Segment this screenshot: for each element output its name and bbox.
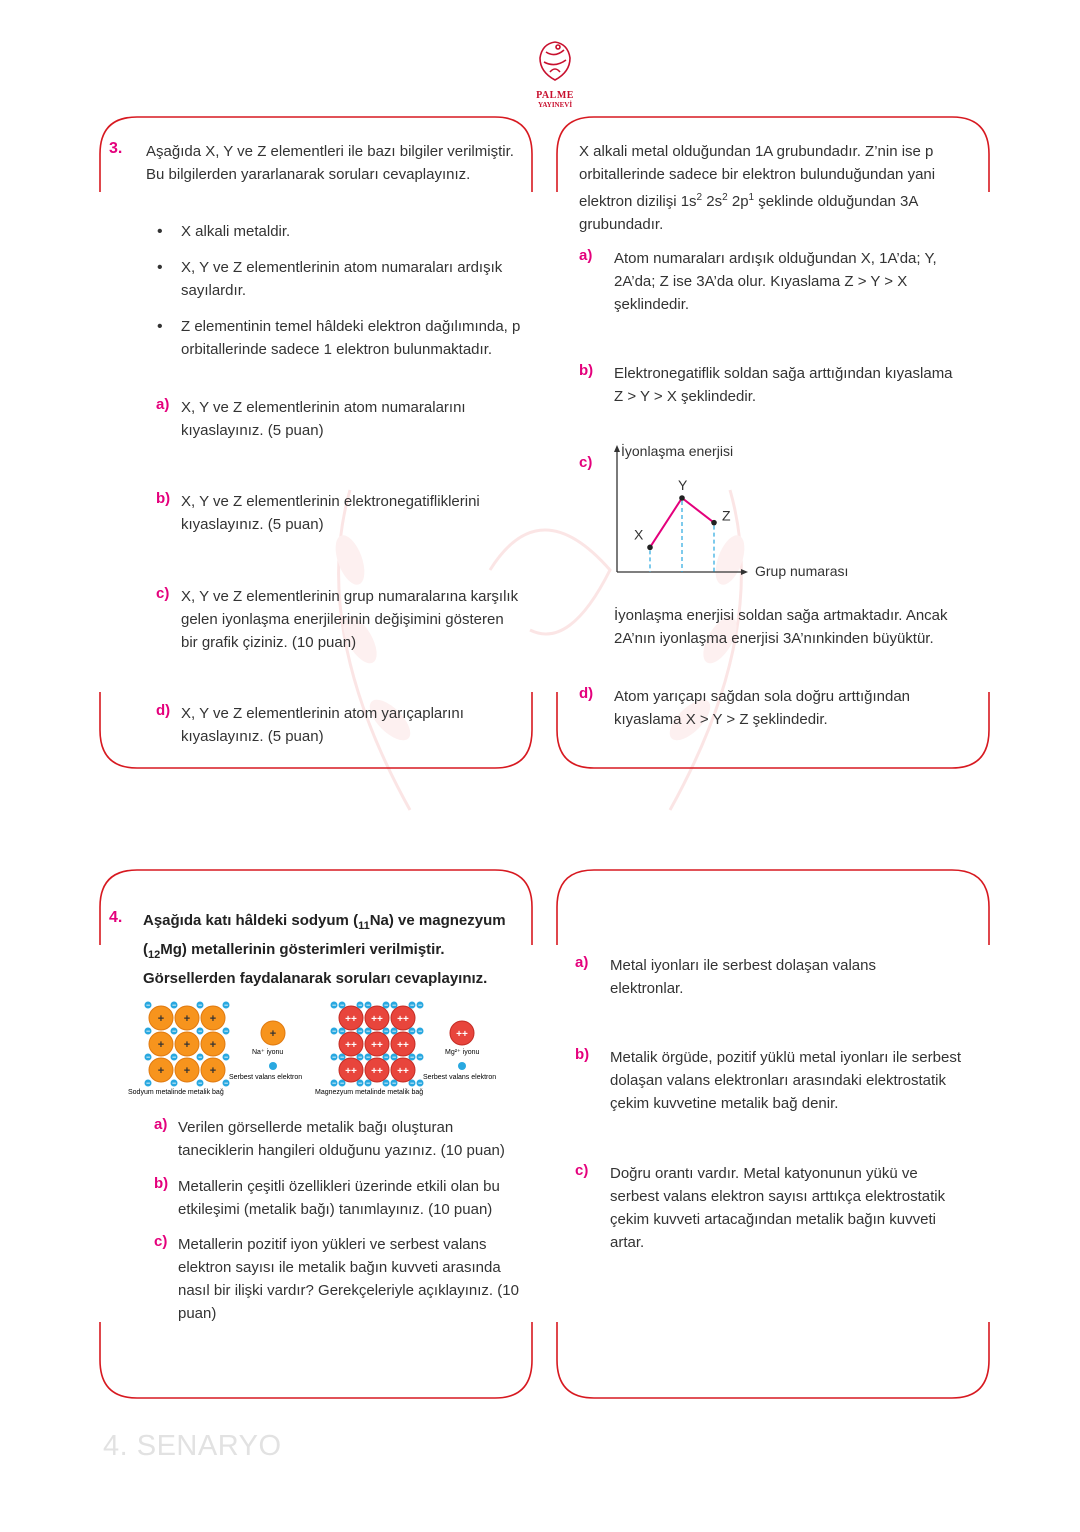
mg-electron-sign: − bbox=[417, 1002, 423, 1010]
a3b-text: Elektronegatiflik soldan sağa arttığından kıyaslama Z > Y > X şeklindedir. bbox=[614, 365, 953, 405]
na-electron-sign: − bbox=[223, 1054, 229, 1062]
na-ion-charge: + bbox=[209, 1013, 217, 1025]
point-x bbox=[647, 545, 653, 551]
question-4-intro: Aşağıda katı hâldeki sodyum $(_{11}Na)$ ve magnezyum $(_{12}Mg)$ metallerinin gösterimleri verilmiştir. Görsellerden faydalanarak soruları cevaplayınız. bbox=[143, 912, 506, 987]
question-3-intro: Aşağıda X, Y ve Z elementleri ile bazı bilgiler verilmiştir. Bu bilgilerden yararlanarak soruları cevaplayınız. bbox=[146, 143, 514, 183]
mg-electron-sign: − bbox=[357, 1028, 363, 1036]
mg-electron-sign: − bbox=[365, 1002, 371, 1010]
a4c-text: Doğru orantı vardır. Metal katyonunun yükü ve serbest valans elektron sayısı arttıkça elektrostatik çekim kuvveti artacağından metalik bağın kuvveti artar. bbox=[610, 1165, 946, 1251]
na-electron-sign: − bbox=[171, 1080, 177, 1088]
mg-ion-charge: ++ bbox=[371, 1014, 383, 1025]
a4c-label: c) bbox=[575, 1162, 589, 1179]
mg-electron-sign: − bbox=[365, 1080, 371, 1088]
magnesium-lattice bbox=[331, 1002, 424, 1088]
a3d-text: Atom yarıçapı sağdan sola doğru arttığından kıyaslama X > Y > Z şeklindedir. bbox=[614, 688, 911, 728]
na-electron-sign: − bbox=[197, 1028, 203, 1036]
q4b-label: b) bbox=[154, 1175, 169, 1192]
metallic-bond-figure bbox=[125, 1000, 510, 1098]
a3a-label: a) bbox=[579, 247, 593, 264]
a3b-label: b) bbox=[579, 362, 594, 379]
q3-bullet-3: • Z elementinin temel hâldeki elektron dağılımında, p orbitallerinde sadece 1 elektron bulunmaktadır. bbox=[181, 315, 526, 361]
q4b-text: Metallerin çeşitli özellikleri üzerinde etkili olan bu etkileşimi (metalik bağı) tanımlayınız. (10 puan) bbox=[178, 1178, 500, 1218]
q4c-text: Metallerin pozitif iyon yükleri ve serbest valans elektron sayısı ile metalik bağın kuvveti arasında nasıl bir ilişki vardır? Gerekçeleriyle açıklayınız. (10 puan) bbox=[178, 1236, 519, 1322]
na-electron-sign: − bbox=[223, 1002, 229, 1010]
mg-electron-sign: − bbox=[409, 1080, 415, 1088]
a4a-text: Metal iyonları ile serbest dolaşan valans elektronlar. bbox=[610, 957, 876, 997]
na-ion-legend-label: Na⁺ iyonu bbox=[252, 1049, 284, 1056]
mg-electron-sign: − bbox=[331, 1028, 337, 1036]
answer-3-intro: X alkali metal olduğundan 1A grubundadır. Z’nin ise p orbitallerinde sadece bir elektron bulunduğundan yani elektron dizilişi $1s^2$ $2s^2$ $2p^1$ şeklinde olduğundan 3A grubundadır. bbox=[579, 143, 936, 233]
a3c-label: c) bbox=[579, 454, 593, 471]
mg-electron-sign: − bbox=[383, 1002, 389, 1010]
na-ion-charge: + bbox=[183, 1065, 191, 1077]
y-axis-label: İyonlaşma enerjisi bbox=[621, 443, 734, 459]
mg-electron-sign: − bbox=[391, 1028, 397, 1036]
na-caption: Sodyum metalinde metalik bağ bbox=[128, 1089, 224, 1096]
q3a-text: X, Y ve Z elementlerinin atom numaralarını kıyaslayınız. (5 puan) bbox=[181, 399, 466, 439]
mg-ion-charge: ++ bbox=[345, 1040, 357, 1051]
mg-electron-sign: − bbox=[383, 1054, 389, 1062]
q3d-label: d) bbox=[156, 702, 171, 719]
q3-bullet-1: • X alkali metaldir. bbox=[181, 220, 526, 243]
mg-electron-sign: − bbox=[357, 1054, 363, 1062]
na-electron-sign: − bbox=[145, 1028, 151, 1036]
mg-electron-legend-icon bbox=[458, 1062, 466, 1070]
q3a-label: a) bbox=[156, 396, 170, 413]
q4c-label: c) bbox=[154, 1233, 168, 1250]
sodium-lattice bbox=[145, 1002, 230, 1088]
ionization-energy-chart bbox=[600, 438, 880, 586]
na-ion-charge: + bbox=[183, 1013, 191, 1025]
mg-electron-sign: − bbox=[417, 1080, 423, 1088]
na-electron-sign: − bbox=[145, 1054, 151, 1062]
mg-electron-legend-label: Serbest valans elektron bbox=[423, 1074, 497, 1081]
mg-electron-sign: − bbox=[391, 1002, 397, 1010]
mg-electron-sign: − bbox=[339, 1054, 345, 1062]
mg-electron-sign: − bbox=[383, 1080, 389, 1088]
q4a-text: Verilen görsellerde metalik bağı oluşturan taneciklerin hangileri olduğunu yazınız. (10 puan) bbox=[178, 1119, 505, 1159]
mg-electron-sign: − bbox=[365, 1028, 371, 1036]
q3b-label: b) bbox=[156, 490, 171, 507]
mg-electron-sign: − bbox=[339, 1080, 345, 1088]
na-electron-sign: − bbox=[223, 1080, 229, 1088]
question-3-number: 3. bbox=[109, 140, 123, 157]
na-ion-charge: + bbox=[183, 1039, 191, 1051]
na-electron-sign: − bbox=[171, 1054, 177, 1062]
mg-ion-charge: ++ bbox=[371, 1066, 383, 1077]
q3c-text: X, Y ve Z elementlerinin grup numaralarına karşılık gelen iyonlaşma enerjilerinin değişimini gösteren bir grafik çiziniz. (10 puan) bbox=[181, 588, 519, 651]
mg-electron-sign: − bbox=[365, 1054, 371, 1062]
na-ion-legend-sign: + bbox=[269, 1028, 277, 1040]
mg-caption: Magnezyum metalinde metalik bağ bbox=[315, 1089, 424, 1096]
mg-electron-sign: − bbox=[417, 1028, 423, 1036]
mg-ion-charge: ++ bbox=[397, 1040, 409, 1051]
q3b-text: X, Y ve Z elementlerinin elektronegatifliklerini kıyaslayınız. (5 puan) bbox=[181, 493, 480, 533]
point-z bbox=[711, 520, 717, 526]
mg-electron-sign: − bbox=[383, 1028, 389, 1036]
na-electron-sign: − bbox=[197, 1054, 203, 1062]
a4a-label: a) bbox=[575, 954, 589, 971]
mg-electron-sign: − bbox=[339, 1028, 345, 1036]
na-ion-charge: + bbox=[157, 1039, 165, 1051]
point-label-y: Y bbox=[678, 477, 688, 493]
na-electron-sign: − bbox=[223, 1028, 229, 1036]
mg-electron-sign: − bbox=[357, 1002, 363, 1010]
na-electron-sign: − bbox=[145, 1002, 151, 1010]
na-electron-legend-label: Serbest valans elektron bbox=[229, 1074, 303, 1081]
mg-electron-sign: − bbox=[339, 1002, 345, 1010]
mg-ion-charge: ++ bbox=[397, 1066, 409, 1077]
mg-electron-sign: − bbox=[391, 1080, 397, 1088]
na-ion-charge: + bbox=[157, 1065, 165, 1077]
na-electron-sign: − bbox=[171, 1002, 177, 1010]
na-electron-sign: − bbox=[197, 1080, 203, 1088]
na-ion-charge: + bbox=[157, 1013, 165, 1025]
point-label-z: Z bbox=[722, 507, 731, 524]
logo-name: PALME bbox=[536, 90, 574, 101]
na-electron-legend-icon bbox=[269, 1062, 277, 1070]
a3a-text: Atom numaraları ardışık olduğundan X, 1A’da; Y, 2A’da; Z ise 3A’da olur. Kıyaslama Z > Y > X şeklindedir. bbox=[614, 250, 937, 313]
q4a-label: a) bbox=[154, 1116, 168, 1133]
mg-electron-sign: − bbox=[331, 1080, 337, 1088]
na-ion-charge: + bbox=[209, 1039, 217, 1051]
na-electron-sign: − bbox=[145, 1080, 151, 1088]
q3d-text: X, Y ve Z elementlerinin atom yarıçaplarını kıyaslayınız. (5 puan) bbox=[181, 705, 464, 745]
mg-electron-sign: − bbox=[409, 1002, 415, 1010]
a3d-label: d) bbox=[579, 685, 594, 702]
point-label-x: X bbox=[634, 526, 644, 543]
x-axis-label: Grup numarası bbox=[755, 563, 849, 579]
mg-ion-legend-sign: ++ bbox=[456, 1029, 468, 1040]
mg-ion-legend-label: Mg²⁺ iyonu bbox=[445, 1049, 480, 1056]
mg-electron-sign: − bbox=[409, 1054, 415, 1062]
logo-subtitle: YAYINEVİ bbox=[537, 101, 573, 109]
mg-ion-charge: ++ bbox=[345, 1014, 357, 1025]
a3c-text: İyonlaşma enerjisi soldan sağa artmaktadır. Ancak 2A’nın iyonlaşma enerjisi 3A’nınkinden büyüktür. bbox=[614, 607, 948, 647]
a4b-text: Metalik örgüde, pozitif yüklü metal iyonları ile serbest dolaşan valans elektronları arasındaki elektrostatik çekim kuvvetine metalik bağ denir. bbox=[610, 1049, 961, 1112]
mg-ion-charge: ++ bbox=[397, 1014, 409, 1025]
mg-electron-sign: − bbox=[331, 1054, 337, 1062]
mg-electron-sign: − bbox=[409, 1028, 415, 1036]
point-y bbox=[679, 495, 685, 501]
mg-electron-sign: − bbox=[391, 1054, 397, 1062]
y-axis-arrow bbox=[614, 445, 620, 452]
mg-electron-sign: − bbox=[331, 1002, 337, 1010]
footer-scenario: 4. SENARYO bbox=[103, 1430, 282, 1462]
na-electron-sign: − bbox=[197, 1002, 203, 1010]
mg-electron-sign: − bbox=[357, 1080, 363, 1088]
mg-ion-charge: ++ bbox=[345, 1066, 357, 1077]
q3-bullet-2: • X, Y ve Z elementlerinin atom numaraları ardışık sayılardır. bbox=[181, 256, 526, 302]
mg-electron-sign: − bbox=[417, 1054, 423, 1062]
na-ion-charge: + bbox=[209, 1065, 217, 1077]
q3c-label: c) bbox=[156, 585, 170, 602]
na-electron-sign: − bbox=[171, 1028, 177, 1036]
x-axis-arrow bbox=[741, 569, 748, 575]
mg-ion-charge: ++ bbox=[371, 1040, 383, 1051]
question-4-number: 4. bbox=[109, 909, 123, 926]
a4b-label: b) bbox=[575, 1046, 590, 1063]
